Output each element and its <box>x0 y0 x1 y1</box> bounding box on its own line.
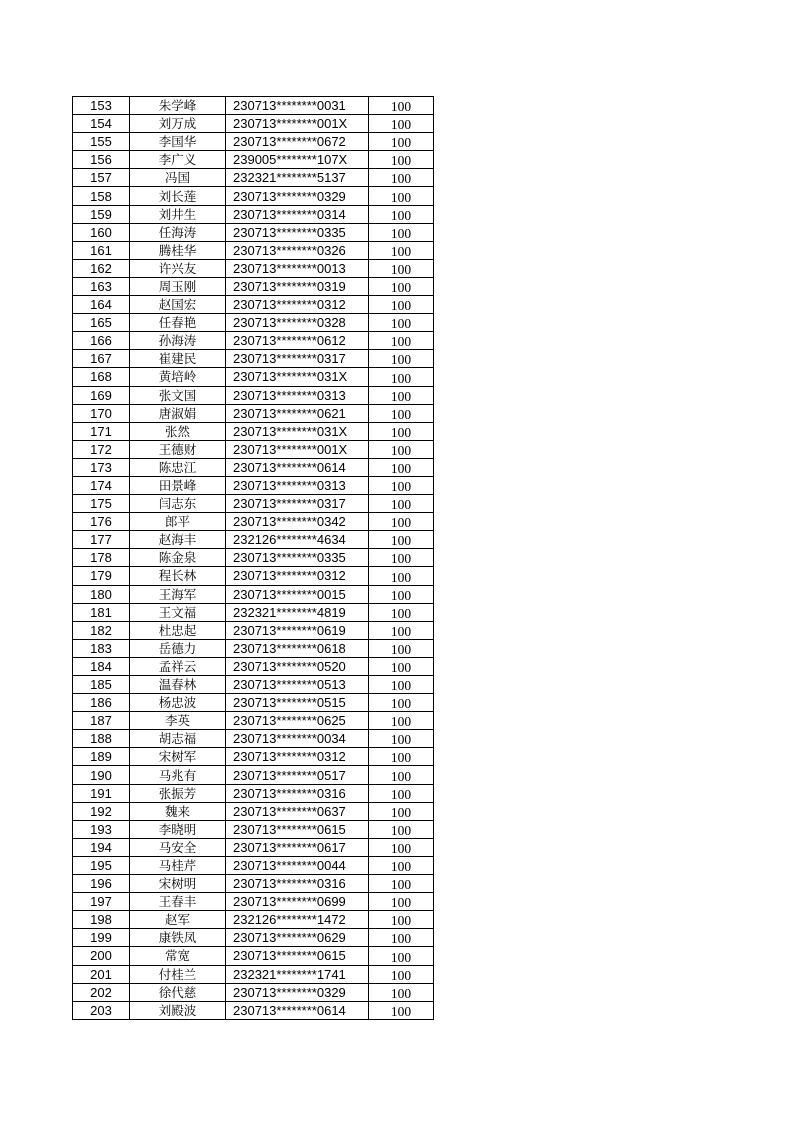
name-cell: 马桂芹 <box>130 856 226 874</box>
row-number-cell: 176 <box>73 513 130 531</box>
name-cell: 李晓明 <box>130 820 226 838</box>
row-number-cell: 171 <box>73 422 130 440</box>
table-row <box>73 694 434 712</box>
row-number-cell: 159 <box>73 205 130 223</box>
row-number-cell: 170 <box>73 404 130 422</box>
table-row <box>73 241 434 259</box>
id-number-cell: 230713********0313 <box>226 386 369 404</box>
name-cell: 温春林 <box>130 676 226 694</box>
table-row <box>73 368 434 386</box>
table-row <box>73 820 434 838</box>
amount-cell: 100 <box>369 820 434 838</box>
table-row <box>73 277 434 295</box>
name-cell: 张然 <box>130 422 226 440</box>
row-number-cell: 163 <box>73 277 130 295</box>
name-cell: 刘殿波 <box>130 1001 226 1019</box>
amount-cell: 100 <box>369 223 434 241</box>
name-cell: 孙海涛 <box>130 332 226 350</box>
amount-cell: 100 <box>369 277 434 295</box>
name-cell: 赵国宏 <box>130 296 226 314</box>
table-row <box>73 657 434 675</box>
amount-cell: 100 <box>369 368 434 386</box>
table-row <box>73 838 434 856</box>
id-number-cell: 230713********0312 <box>226 567 369 585</box>
id-number-cell: 230713********0013 <box>226 259 369 277</box>
id-number-cell: 230713********0615 <box>226 820 369 838</box>
name-cell: 唐淑娟 <box>130 404 226 422</box>
amount-cell: 100 <box>369 332 434 350</box>
table-row <box>73 730 434 748</box>
amount-cell: 100 <box>369 621 434 639</box>
id-number-cell: 230713********0629 <box>226 929 369 947</box>
name-cell: 王文福 <box>130 603 226 621</box>
table-row <box>73 458 434 476</box>
id-number-cell: 230713********0672 <box>226 133 369 151</box>
amount-cell: 100 <box>369 549 434 567</box>
table-row <box>73 748 434 766</box>
name-cell: 胡志福 <box>130 730 226 748</box>
id-number-cell: 230713********0044 <box>226 856 369 874</box>
table-row <box>73 621 434 639</box>
id-number-cell: 230713********0335 <box>226 223 369 241</box>
name-cell: 任海涛 <box>130 223 226 241</box>
row-number-cell: 186 <box>73 694 130 712</box>
row-number-cell: 196 <box>73 875 130 893</box>
row-number-cell: 166 <box>73 332 130 350</box>
amount-cell: 100 <box>369 838 434 856</box>
row-number-cell: 203 <box>73 1001 130 1019</box>
amount-cell: 100 <box>369 115 434 133</box>
id-number-cell: 239005********107X <box>226 151 369 169</box>
amount-cell: 100 <box>369 476 434 494</box>
row-number-cell: 167 <box>73 350 130 368</box>
name-cell: 陈金泉 <box>130 549 226 567</box>
table-row <box>73 983 434 1001</box>
row-number-cell: 180 <box>73 585 130 603</box>
table-row <box>73 205 434 223</box>
amount-cell: 100 <box>369 187 434 205</box>
amount-cell: 100 <box>369 784 434 802</box>
table-row <box>73 440 434 458</box>
name-cell: 黄培岭 <box>130 368 226 386</box>
table-row <box>73 259 434 277</box>
row-number-cell: 195 <box>73 856 130 874</box>
amount-cell: 100 <box>369 730 434 748</box>
row-number-cell: 188 <box>73 730 130 748</box>
name-cell: 郎平 <box>130 513 226 531</box>
table-row <box>73 531 434 549</box>
id-number-cell: 230713********0312 <box>226 748 369 766</box>
id-number-cell: 232321********4819 <box>226 603 369 621</box>
table-row <box>73 676 434 694</box>
row-number-cell: 201 <box>73 965 130 983</box>
amount-cell: 100 <box>369 440 434 458</box>
id-number-cell: 230713********0517 <box>226 766 369 784</box>
row-number-cell: 199 <box>73 929 130 947</box>
id-number-cell: 230713********0637 <box>226 802 369 820</box>
name-cell: 孟祥云 <box>130 657 226 675</box>
amount-cell: 100 <box>369 947 434 965</box>
table-row <box>73 495 434 513</box>
name-cell: 李国华 <box>130 133 226 151</box>
amount-cell: 100 <box>369 911 434 929</box>
id-number-cell: 230713********0614 <box>226 458 369 476</box>
row-number-cell: 174 <box>73 476 130 494</box>
table-row <box>73 133 434 151</box>
id-number-cell: 230713********0617 <box>226 838 369 856</box>
table-row <box>73 965 434 983</box>
row-number-cell: 153 <box>73 97 130 115</box>
id-number-cell: 232321********1741 <box>226 965 369 983</box>
id-number-cell: 230713********0342 <box>226 513 369 531</box>
amount-cell: 100 <box>369 151 434 169</box>
amount-cell: 100 <box>369 893 434 911</box>
id-number-cell: 232321********5137 <box>226 169 369 187</box>
table-row <box>73 549 434 567</box>
amount-cell: 100 <box>369 983 434 1001</box>
name-cell: 康铁凤 <box>130 929 226 947</box>
row-number-cell: 165 <box>73 314 130 332</box>
id-number-cell: 230713********001X <box>226 115 369 133</box>
row-number-cell: 177 <box>73 531 130 549</box>
row-number-cell: 160 <box>73 223 130 241</box>
row-number-cell: 187 <box>73 712 130 730</box>
table-row <box>73 766 434 784</box>
name-cell: 腾桂华 <box>130 241 226 259</box>
amount-cell: 100 <box>369 766 434 784</box>
row-number-cell: 178 <box>73 549 130 567</box>
amount-cell: 100 <box>369 296 434 314</box>
table-row <box>73 169 434 187</box>
row-number-cell: 200 <box>73 947 130 965</box>
name-cell: 崔建民 <box>130 350 226 368</box>
id-number-cell: 230713********0326 <box>226 241 369 259</box>
name-cell: 王德财 <box>130 440 226 458</box>
id-number-cell: 230713********0317 <box>226 495 369 513</box>
amount-cell: 100 <box>369 856 434 874</box>
row-number-cell: 169 <box>73 386 130 404</box>
name-cell: 岳德力 <box>130 639 226 657</box>
row-number-cell: 179 <box>73 567 130 585</box>
table-row <box>73 296 434 314</box>
id-number-cell: 230713********0614 <box>226 1001 369 1019</box>
name-cell: 王春丰 <box>130 893 226 911</box>
id-number-cell: 230713********0015 <box>226 585 369 603</box>
name-cell: 李英 <box>130 712 226 730</box>
id-number-cell: 230713********0615 <box>226 947 369 965</box>
name-cell: 马安全 <box>130 838 226 856</box>
roster-table <box>72 96 434 1020</box>
row-number-cell: 168 <box>73 368 130 386</box>
id-number-cell: 230713********031X <box>226 422 369 440</box>
row-number-cell: 158 <box>73 187 130 205</box>
row-number-cell: 181 <box>73 603 130 621</box>
name-cell: 程长林 <box>130 567 226 585</box>
id-number-cell: 230713********0329 <box>226 983 369 1001</box>
table-row <box>73 712 434 730</box>
id-number-cell: 230713********0313 <box>226 476 369 494</box>
row-number-cell: 182 <box>73 621 130 639</box>
table-row <box>73 603 434 621</box>
name-cell: 朱学峰 <box>130 97 226 115</box>
name-cell: 付桂兰 <box>130 965 226 983</box>
table-row <box>73 115 434 133</box>
id-number-cell: 230713********0612 <box>226 332 369 350</box>
table-row <box>73 875 434 893</box>
id-number-cell: 230713********0031 <box>226 97 369 115</box>
id-number-cell: 230713********0619 <box>226 621 369 639</box>
amount-cell: 100 <box>369 458 434 476</box>
amount-cell: 100 <box>369 495 434 513</box>
amount-cell: 100 <box>369 422 434 440</box>
id-number-cell: 230713********0621 <box>226 404 369 422</box>
id-number-cell: 230713********031X <box>226 368 369 386</box>
name-cell: 杜忠起 <box>130 621 226 639</box>
id-number-cell: 230713********0329 <box>226 187 369 205</box>
id-number-cell: 230713********0319 <box>226 277 369 295</box>
id-number-cell: 232126********4634 <box>226 531 369 549</box>
table-row <box>73 929 434 947</box>
amount-cell: 100 <box>369 314 434 332</box>
name-cell: 李广义 <box>130 151 226 169</box>
row-number-cell: 162 <box>73 259 130 277</box>
id-number-cell: 232126********1472 <box>226 911 369 929</box>
table-row <box>73 856 434 874</box>
name-cell: 任春艳 <box>130 314 226 332</box>
row-number-cell: 155 <box>73 133 130 151</box>
row-number-cell: 198 <box>73 911 130 929</box>
table-row <box>73 404 434 422</box>
name-cell: 张振芳 <box>130 784 226 802</box>
name-cell: 刘万成 <box>130 115 226 133</box>
name-cell: 常宽 <box>130 947 226 965</box>
table-row <box>73 386 434 404</box>
row-number-cell: 173 <box>73 458 130 476</box>
name-cell: 魏来 <box>130 802 226 820</box>
amount-cell: 100 <box>369 386 434 404</box>
table-row <box>73 513 434 531</box>
amount-cell: 100 <box>369 965 434 983</box>
id-number-cell: 230713********0515 <box>226 694 369 712</box>
name-cell: 徐代慈 <box>130 983 226 1001</box>
table-row <box>73 476 434 494</box>
table-row <box>73 422 434 440</box>
row-number-cell: 157 <box>73 169 130 187</box>
amount-cell: 100 <box>369 875 434 893</box>
table-row <box>73 151 434 169</box>
amount-cell: 100 <box>369 603 434 621</box>
id-number-cell: 230713********0328 <box>226 314 369 332</box>
row-number-cell: 189 <box>73 748 130 766</box>
name-cell: 周玉刚 <box>130 277 226 295</box>
id-number-cell: 230713********0513 <box>226 676 369 694</box>
id-number-cell: 230713********0316 <box>226 875 369 893</box>
id-number-cell: 230713********0520 <box>226 657 369 675</box>
amount-cell: 100 <box>369 929 434 947</box>
name-cell: 许兴友 <box>130 259 226 277</box>
name-cell: 宋树明 <box>130 875 226 893</box>
amount-cell: 100 <box>369 694 434 712</box>
id-number-cell: 230713********0314 <box>226 205 369 223</box>
amount-cell: 100 <box>369 748 434 766</box>
id-number-cell: 230713********0312 <box>226 296 369 314</box>
row-number-cell: 175 <box>73 495 130 513</box>
table-row <box>73 350 434 368</box>
row-number-cell: 161 <box>73 241 130 259</box>
name-cell: 刘长莲 <box>130 187 226 205</box>
name-cell: 田景峰 <box>130 476 226 494</box>
amount-cell: 100 <box>369 259 434 277</box>
table-row <box>73 585 434 603</box>
row-number-cell: 184 <box>73 657 130 675</box>
name-cell: 宋树军 <box>130 748 226 766</box>
row-number-cell: 190 <box>73 766 130 784</box>
row-number-cell: 191 <box>73 784 130 802</box>
name-cell: 张文国 <box>130 386 226 404</box>
table-row <box>73 314 434 332</box>
name-cell: 冯国 <box>130 169 226 187</box>
amount-cell: 100 <box>369 567 434 585</box>
amount-cell: 100 <box>369 712 434 730</box>
amount-cell: 100 <box>369 97 434 115</box>
row-number-cell: 192 <box>73 802 130 820</box>
row-number-cell: 172 <box>73 440 130 458</box>
row-number-cell: 202 <box>73 983 130 1001</box>
table-row <box>73 1001 434 1019</box>
amount-cell: 100 <box>369 350 434 368</box>
amount-cell: 100 <box>369 802 434 820</box>
amount-cell: 100 <box>369 585 434 603</box>
table-row <box>73 893 434 911</box>
amount-cell: 100 <box>369 676 434 694</box>
table-row <box>73 223 434 241</box>
amount-cell: 100 <box>369 404 434 422</box>
amount-cell: 100 <box>369 531 434 549</box>
id-number-cell: 230713********0034 <box>226 730 369 748</box>
name-cell: 赵海丰 <box>130 531 226 549</box>
table-row <box>73 784 434 802</box>
table-row <box>73 567 434 585</box>
name-cell: 马兆有 <box>130 766 226 784</box>
amount-cell: 100 <box>369 657 434 675</box>
row-number-cell: 164 <box>73 296 130 314</box>
row-number-cell: 194 <box>73 838 130 856</box>
row-number-cell: 183 <box>73 639 130 657</box>
row-number-cell: 154 <box>73 115 130 133</box>
name-cell: 刘井生 <box>130 205 226 223</box>
row-number-cell: 193 <box>73 820 130 838</box>
id-number-cell: 230713********0625 <box>226 712 369 730</box>
name-cell: 陈忠江 <box>130 458 226 476</box>
name-cell: 赵军 <box>130 911 226 929</box>
id-number-cell: 230713********0317 <box>226 350 369 368</box>
amount-cell: 100 <box>369 205 434 223</box>
amount-cell: 100 <box>369 133 434 151</box>
table-row <box>73 97 434 115</box>
id-number-cell: 230713********0316 <box>226 784 369 802</box>
name-cell: 杨忠波 <box>130 694 226 712</box>
name-cell: 闫志东 <box>130 495 226 513</box>
amount-cell: 100 <box>369 639 434 657</box>
row-number-cell: 185 <box>73 676 130 694</box>
amount-cell: 100 <box>369 241 434 259</box>
row-number-cell: 197 <box>73 893 130 911</box>
name-cell: 王海军 <box>130 585 226 603</box>
amount-cell: 100 <box>369 169 434 187</box>
table-row <box>73 332 434 350</box>
table-row <box>73 639 434 657</box>
id-number-cell: 230713********0618 <box>226 639 369 657</box>
id-number-cell: 230713********0699 <box>226 893 369 911</box>
amount-cell: 100 <box>369 1001 434 1019</box>
amount-cell: 100 <box>369 513 434 531</box>
id-number-cell: 230713********0335 <box>226 549 369 567</box>
table-row <box>73 802 434 820</box>
table-row <box>73 911 434 929</box>
table-row <box>73 947 434 965</box>
row-number-cell: 156 <box>73 151 130 169</box>
id-number-cell: 230713********001X <box>226 440 369 458</box>
table-row <box>73 187 434 205</box>
roster-body <box>73 97 434 1020</box>
